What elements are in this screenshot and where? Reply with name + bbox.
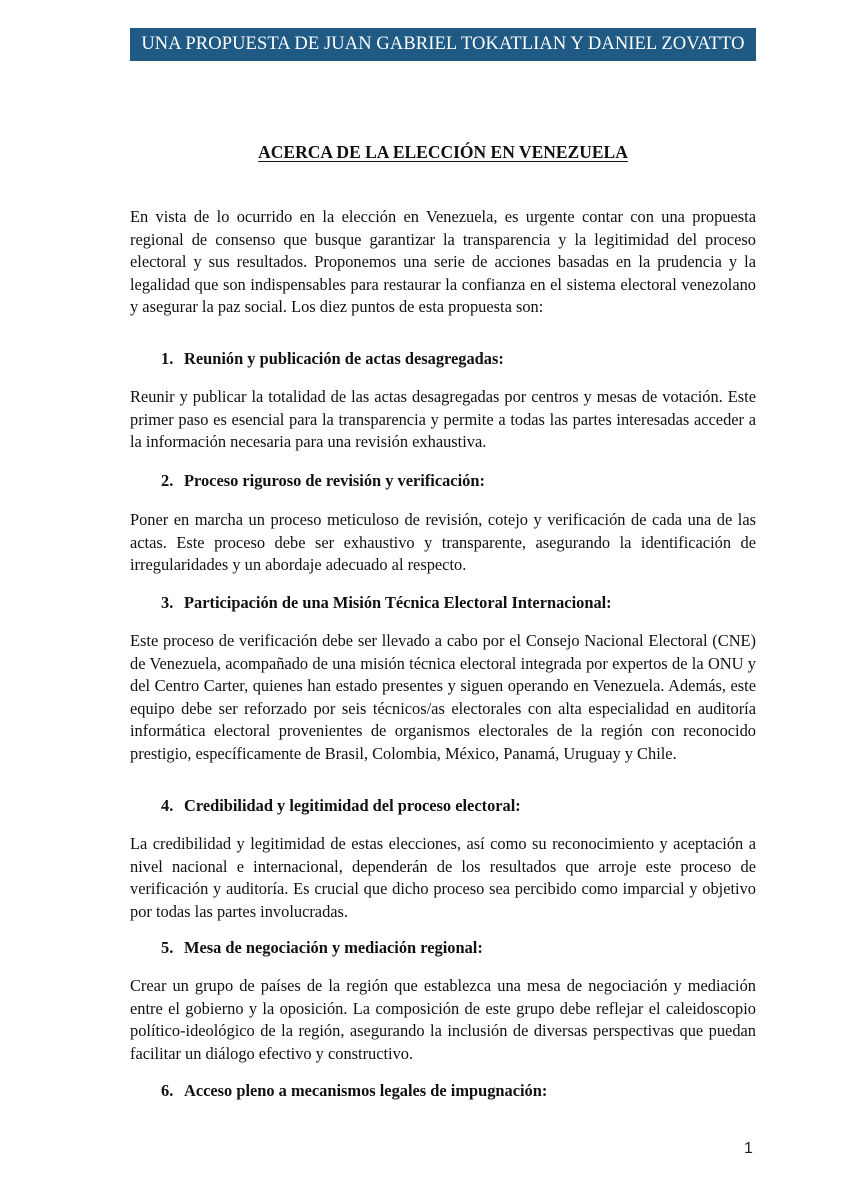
section-heading-6 — [161, 1080, 756, 1102]
section-number: 4. — [161, 796, 174, 815]
section-heading-text: Mesa de negociación y mediación regional: — [184, 938, 483, 957]
section-heading-text: Reunión y publicación de actas desagregadas: — [184, 349, 504, 368]
page-number: 1 — [744, 1140, 753, 1157]
section-heading-text: Acceso pleno a mecanismos legales de impugnación: — [184, 1081, 548, 1100]
section-heading-text: Participación de una Misión Técnica Electoral Internacional: — [184, 593, 612, 612]
section-body-3: Este proceso de verificación debe ser llevado a cabo por el Consejo Nacional Electoral (CNE) de Venezuela, acompañado de una misión técnica electoral integrada por expertos de la ONU y del Centro Carter, quienes han estado presentes y siguen operando en Venezuela. Además, este equipo debe ser reforzado por seis técnicos/as electorales con alta especialidad en auditoría informática electoral provenientes de organismos electorales de la región con reconocido prestigio, específicamente de Brasil, Colombia, México, Panamá, Uruguay y Chile. — [130, 631, 756, 763]
section-number: 1. — [161, 349, 174, 368]
section-heading-4 — [161, 795, 756, 817]
section-heading-2 — [161, 470, 756, 492]
section-body-4: La credibilidad y legitimidad de estas elecciones, así como su reconocimiento y aceptación a nivel nacional e internacional, dependerán de los resultados que arroje este proceso de verificación y auditoría. Es crucial que dicho proceso sea percibido como imparcial y objetivo por todas las partes involucradas. — [130, 834, 756, 921]
section-body-2: Poner en marcha un proceso meticuloso de revisión, cotejo y verificación de cada una de las actas. Este proceso debe ser exhaustivo y transparente, asegurando la identificación de irregularidades y un abordaje adecuado al respecto. — [130, 510, 756, 574]
section-body-5: Crear un grupo de países de la región que establezca una mesa de negociación y mediación entre el gobierno y la oposición. La composición de este grupo debe reflejar el caleidoscopio político-ideológico de la región, asegurando la inclusión de diversas perspectivas que puedan facilitar un diálogo efectivo y constructivo. — [130, 976, 756, 1063]
section-number: 5. — [161, 938, 174, 957]
section-heading-3 — [161, 592, 756, 614]
section-number: 6. — [161, 1081, 174, 1100]
document-title: ACERCA DE LA ELECCIÓN EN VENEZUELA — [258, 142, 628, 162]
section-heading-text: Proceso riguroso de revisión y verificación: — [184, 471, 485, 490]
section-heading-text: Credibilidad y legitimidad del proceso electoral: — [184, 796, 521, 815]
section-body-1: Reunir y publicar la totalidad de las actas desagregadas por centros y mesas de votación. Este primer paso es esencial para la transparencia y permite a todas las partes interesadas acceder a la información necesaria para una revisión exhaustiva. — [130, 387, 756, 451]
section-number: 3. — [161, 593, 174, 612]
header-banner: UNA PROPUESTA DE JUAN GABRIEL TOKATLIAN Y DANIEL ZOVATTO — [130, 28, 756, 61]
section-heading-1 — [161, 348, 756, 370]
intro-paragraph: En vista de lo ocurrido en la elección en Venezuela, es urgente contar con una propuesta regional de consenso que busque garantizar la transparencia y la legitimidad del proceso electoral y sus resultados. Proponemos una serie de acciones basadas en la prudencia y la legalidad que son indispensables para restaurar la confianza en el sistema electoral venezolano y asegurar la paz social. Los diez puntos de esta propuesta son: — [130, 207, 756, 316]
section-number: 2. — [161, 471, 174, 490]
section-heading-5 — [161, 937, 756, 959]
